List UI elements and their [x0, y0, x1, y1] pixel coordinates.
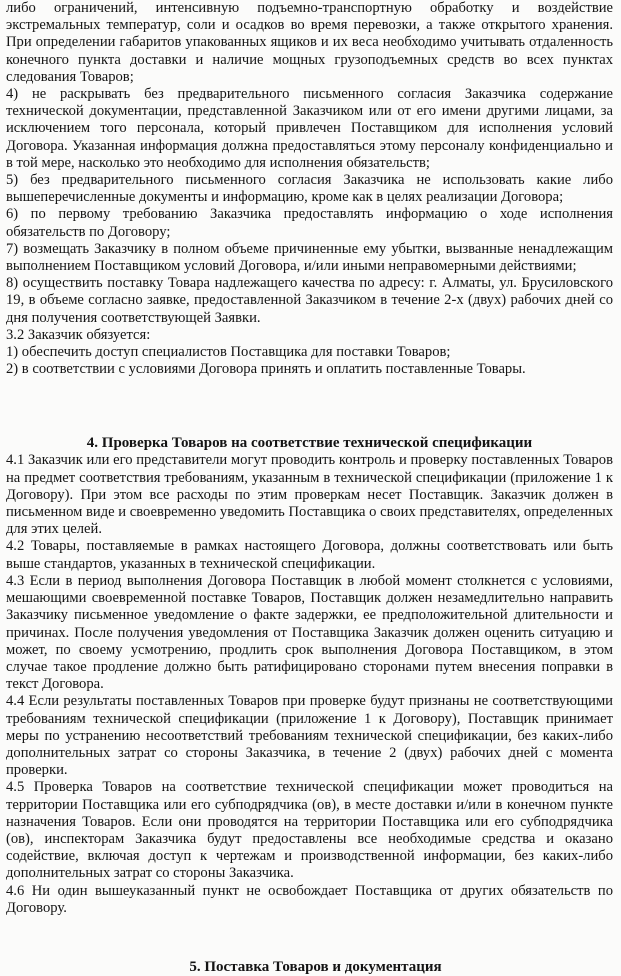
section-4-heading: 4. Проверка Товаров на соответствие технической спецификации [86, 435, 533, 452]
paragraph-item-5: 5) без предварительного письменного согласия Заказчика не использовать какие либо вышеперечисленные документы и информацию, кроме как в целях реализации Договора; [6, 172, 613, 206]
paragraph-3-2: 3.2 Заказчик обязуется: [6, 326, 151, 343]
paragraph-item-8: 8) осуществить поставку Товара надлежащего качества по адресу: г. Алматы, ул. Брусиловского 19, в объеме согласно заявке, предоставленной Заказчиком в течение 2-х (двух) рабочих дней со дня получения соответствующей Заявки. [6, 275, 613, 326]
paragraph-3-2-item-2: 2) в соответствии с условиями Договора принять и оплатить поставленные Товары. [6, 361, 526, 378]
paragraph-3-2-item-1: 1) обеспечить доступ специалистов Поставщика для поставки Товаров; [6, 344, 451, 361]
paragraph-item-7: 7) возмещать Заказчику в полном объеме причиненные ему убытки, вызванные ненадлежащим выполнением Поставщиком условий Договора, и/или иными неправомерными действиями; [6, 240, 613, 275]
paragraph-packaging-tail: либо ограничений, интенсивную подъемно-транспортную обработку и воздействие экстремальных температур, соли и осадков во время перевозки, а также открытого хранения. При определении габаритов упакованных ящиков и их веса необходимо учитывать отдаленность конечного пункта доставки и наличие мощных грузоподъемных средств во всех пунктах следования Товаров; [6, 0, 613, 85]
section-spacer [6, 917, 613, 959]
paragraph-4-2: 4.2 Товары, поставляемые в рамках настоящего Договора, должны соответствовать или быть выше стандартов, указанных в технической спецификации. [6, 538, 613, 572]
paragraph-item-6: 6) по первому требованию Заказчика предоставлять информацию о ходе исполнения обязательств по Договору; [6, 206, 613, 240]
paragraph-item-4: 4) не раскрывать без предварительного письменного согласия Заказчика содержание технической документации, представленной Заказчиком или от его имени другими лицами, за исключением того персонала, который привлечен Поставщиком для исполнения условий Договора. Указанная информация должна предоставляться этому персоналу конфиденциально и в той мере, насколько это необходимо для исполнения обязательств; [6, 86, 613, 171]
paragraph-4-4: 4.4 Если результаты поставленных Товаров при проверке будут признаны не соответствующими требованиям технической спецификации (приложение 1 к Договору), Поставщик принимает меры по устранению несоответствий требованиям технической спецификации, без каких-либо дополнительных затрат со стороны Заказчика, в течение 2 (двух) рабочих дней с момента проверки. [6, 693, 613, 779]
section-spacer [6, 378, 613, 435]
paragraph-4-5: 4.5 Проверка Товаров на соответствие технической спецификации может проводиться на территории Поставщика или его субподрядчика (ов), в месте доставки и/или в конечном пункте назначения Товаров. Если они проводятся на территории Поставщика или его субподрядчика (ов), инспекторам Заказчика будут предоставлены все необходимые средства и оказано содействие, включая доступ к чертежам и производственной информации, без каких-либо дополнительных затрат со стороны Заказчика. [6, 779, 613, 882]
paragraph-4-1: 4.1 Заказчик или его представители могут проводить контроль и проверку поставленных Товаров на предмет соответствия требованиям, указанным в технической спецификации (приложение 1 к Договору). При этом все расходы по этим проверкам несет Поставщик. Заказчик должен в письменном виде и своевременно уведомить Поставщика о своих представителях, определенных для этих целей. [6, 452, 613, 538]
paragraph-4-3: 4.3 Если в период выполнения Договора Поставщик в любой момент столкнется с условиями, мешающими своевременной поставке Товаров, Поставщик должен незамедлительно направить Заказчику письменное уведомление о факте задержки, ее предположительной длительности и причинах. После получения уведомления от Поставщика Заказчик должен оценить ситуацию и может, по своему усмотрению, продлить срок выполнения Договора Поставщиком, в этом случае такое продление должно быть ратифицировано сторонами путем внесения поправки в текст Договора. [6, 572, 613, 693]
section-5-heading: 5. Поставка Товаров и документация [189, 958, 442, 975]
paragraph-4-6: 4.6 Ни один вышеуказанный пункт не освобождает Поставщика от других обязательств по Договору. [6, 882, 613, 916]
